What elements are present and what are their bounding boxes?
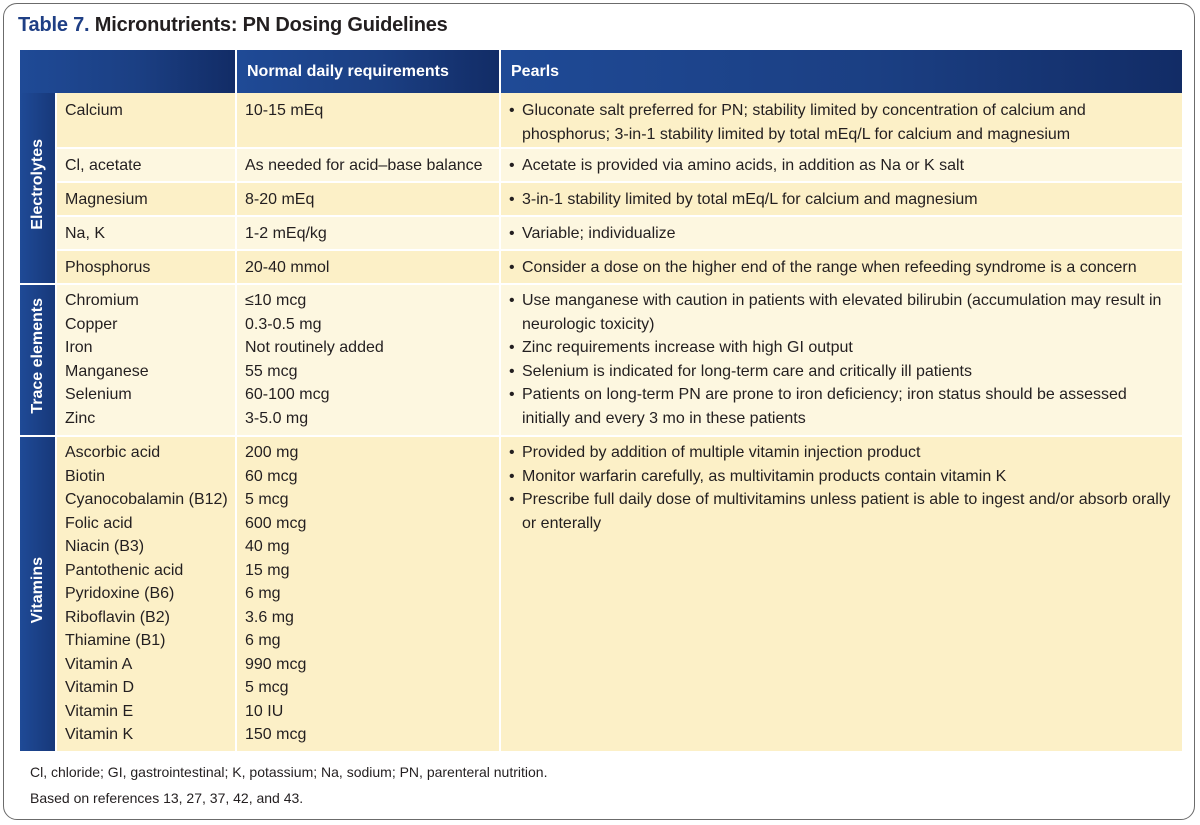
requirement: 5 mcg	[245, 679, 289, 696]
requirement: 5 mcg	[245, 491, 289, 508]
requirement: 15 mg	[245, 561, 290, 579]
category-vitamins	[20, 436, 56, 752]
requirements	[236, 436, 500, 752]
nutrient-name: Zinc	[65, 409, 96, 427]
requirement: 10 IU	[245, 702, 284, 720]
nutrient-name: Cyanocobalamin (B12)	[65, 491, 228, 508]
nutrient-name: Cl, acetate	[56, 148, 236, 182]
table-row	[20, 93, 1182, 148]
header-requirements: Normal daily requirements	[236, 50, 500, 93]
table-row	[20, 148, 1182, 182]
nutrient-name: Vitamin A	[65, 655, 133, 673]
requirements	[236, 284, 500, 436]
requirement: 150 mcg	[245, 726, 307, 743]
pearls-cell	[500, 250, 1182, 284]
pearls-cell	[500, 284, 1182, 436]
pearl-item: • Variable; individualize	[509, 222, 1174, 246]
pearls-cell	[500, 93, 1182, 148]
nutrient-name: Pantothenic acid	[65, 561, 184, 579]
requirement: 6 mg	[245, 632, 281, 649]
footnote-references: Based on references 13, 27, 37, 42, and 43.	[30, 790, 304, 806]
requirement: As needed for acid–base balance	[236, 148, 500, 182]
category-label: Electrolytes	[28, 138, 46, 230]
requirement: Not routinely added	[245, 339, 384, 356]
nutrient-name: Selenium	[65, 386, 132, 403]
table-row	[20, 250, 1182, 284]
requirement: 55 mcg	[245, 362, 298, 380]
pearls-cell	[500, 148, 1182, 182]
nutrient-name: Vitamin D	[65, 679, 135, 696]
nutrient-names	[56, 284, 236, 436]
requirement: 60 mcg	[245, 467, 298, 485]
category-electrolytes	[20, 93, 56, 284]
nutrient-name: Copper	[65, 315, 118, 333]
requirement: 8-20 mEq	[236, 182, 500, 216]
nutrient-name: Thiamine (B1)	[65, 632, 166, 649]
nutrient-name: Pyridoxine (B6)	[65, 585, 175, 602]
requirement: ≤10 mcg	[245, 292, 307, 309]
nutrient-name: Iron	[65, 339, 93, 356]
table-title	[18, 14, 448, 37]
pearls-cell	[500, 436, 1182, 752]
nutrient-name: Niacin (B3)	[65, 538, 145, 555]
requirement: 990 mcg	[245, 655, 307, 673]
nutrient-name: Folic acid	[65, 514, 133, 532]
table-row	[20, 284, 1182, 436]
nutrient-name: Chromium	[65, 292, 139, 309]
table-number: Table 7.	[18, 14, 90, 36]
nutrient-name: Vitamin E	[65, 702, 134, 720]
pearl-item: • Patients on long-term PN are prone to iron deficiency; iron status should be assessed initially and every 3 mo in these patients	[509, 383, 1174, 430]
pearl-item: • 3-in-1 stability limited by total mEq/L for calcium and magnesium	[509, 188, 1174, 212]
requirement: 40 mg	[245, 538, 290, 555]
requirement: 20-40 mmol	[236, 250, 500, 284]
category-label: Vitamins	[28, 557, 46, 624]
requirement: 3.6 mg	[245, 608, 294, 626]
requirement: 1-2 mEq/kg	[236, 216, 500, 250]
requirement: 600 mcg	[245, 514, 307, 532]
pearl-item: • Use manganese with caution in patients with elevated bilirubin (accumulation may result in neurologic toxicity)	[509, 289, 1174, 336]
requirement: 200 mg	[245, 444, 299, 461]
nutrient-names	[56, 436, 236, 752]
table-title-text: Micronutrients: PN Dosing Guidelines	[94, 14, 448, 36]
pearl-item: • Monitor warfarin carefully, as multivitamin products contain vitamin K	[509, 465, 1174, 489]
requirement: 60-100 mcg	[245, 386, 330, 403]
pearl-item: • Selenium is indicated for long-term care and critically ill patients	[509, 360, 1174, 384]
nutrient-name: Biotin	[65, 467, 106, 485]
nutrient-name: Phosphorus	[56, 250, 236, 284]
category-trace-elements	[20, 284, 56, 436]
nutrient-name: Ascorbic acid	[65, 444, 161, 461]
pearl-item: • Consider a dose on the higher end of the range when refeeding syndrome is a concern	[509, 256, 1174, 280]
requirement: 10-15 mEq	[236, 93, 500, 148]
nutrient-name: Na, K	[56, 216, 236, 250]
header-row	[20, 50, 1182, 93]
table-row	[20, 436, 1182, 752]
header-blank	[20, 50, 236, 93]
pearl-item: • Acetate is provided via amino acids, in addition as Na or K salt	[509, 154, 1174, 178]
nutrient-name: Vitamin K	[65, 726, 134, 743]
category-label: Trace elements	[28, 298, 46, 415]
pearl-item: • Provided by addition of multiple vitamin injection product	[509, 441, 1174, 465]
micronutrients-table	[20, 50, 1182, 753]
header-pearls: Pearls	[500, 50, 1182, 93]
nutrient-name: Manganese	[65, 362, 149, 380]
pearl-item: • Prescribe full daily dose of multivitamins unless patient is able to ingest and/or absorb orally or enterally	[509, 488, 1174, 535]
requirement: 3-5.0 mg	[245, 409, 309, 427]
pearl-item: • Gluconate salt preferred for PN; stability limited by concentration of calcium and phosphorus; 3-in-1 stability limited by total mEq/L for calcium and magnesium	[509, 99, 1174, 146]
pearl-item: • Zinc requirements increase with high GI output	[509, 336, 1174, 360]
requirement: 6 mg	[245, 585, 281, 602]
nutrient-name: Calcium	[56, 93, 236, 148]
nutrient-name: Magnesium	[56, 182, 236, 216]
table-row	[20, 216, 1182, 250]
nutrient-name: Riboflavin (B2)	[65, 608, 170, 626]
pearls-cell	[500, 182, 1182, 216]
pearls-cell	[500, 216, 1182, 250]
footnote-abbreviations: Cl, chloride; GI, gastrointestinal; K, potassium; Na, sodium; PN, parenteral nutrition.	[30, 764, 548, 780]
requirement: 0.3-0.5 mg	[245, 315, 322, 333]
table-row	[20, 182, 1182, 216]
